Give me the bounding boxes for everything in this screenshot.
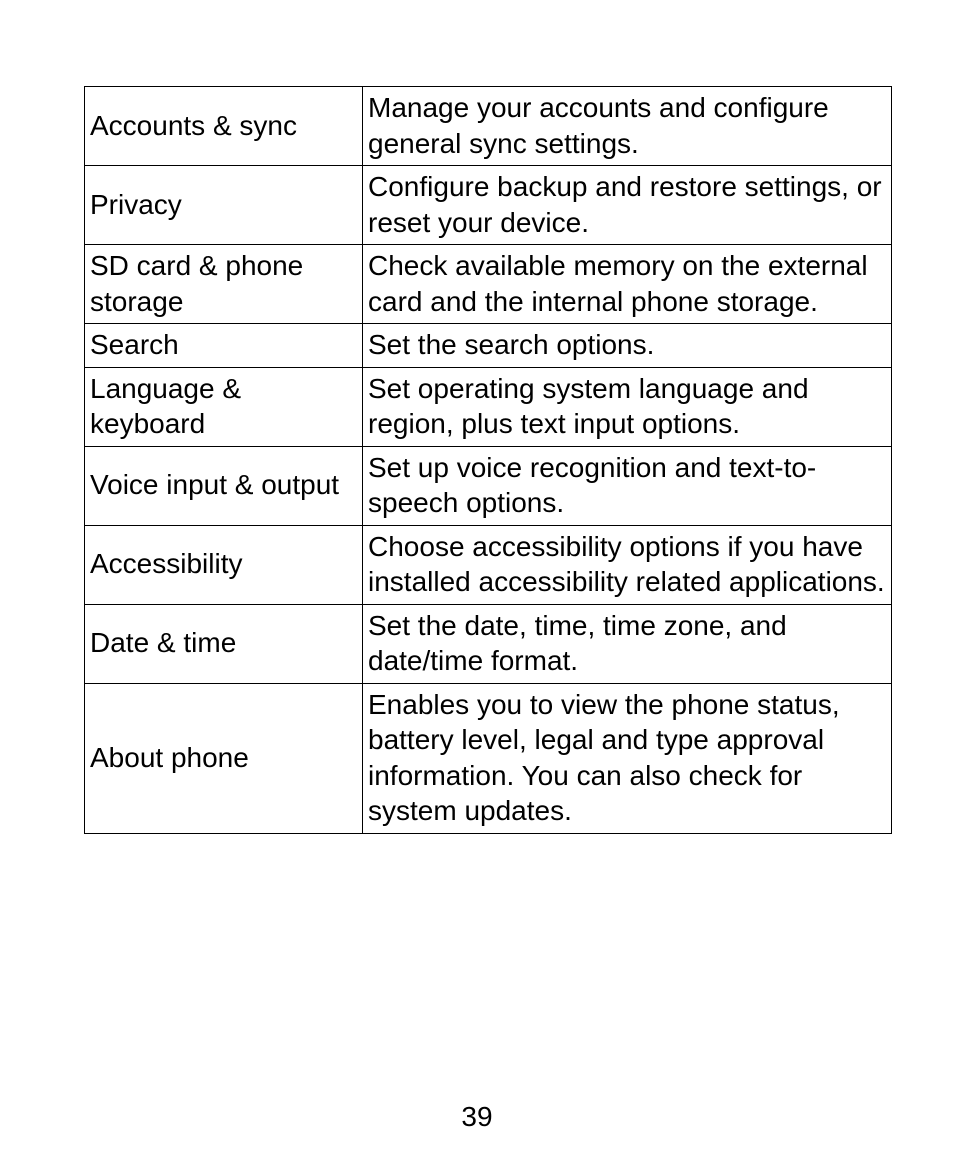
setting-name: Language & keyboard	[85, 367, 363, 446]
setting-description: Set up voice recognition and text-to-speech options.	[363, 446, 892, 525]
setting-name: Search	[85, 324, 363, 368]
setting-name: Voice input & output	[85, 446, 363, 525]
table-row	[85, 166, 892, 245]
setting-description: Configure backup and restore settings, or reset your device.	[363, 166, 892, 245]
page-number: 39	[461, 1101, 493, 1132]
settings-table	[84, 86, 892, 834]
setting-name: Accounts & sync	[85, 87, 363, 166]
setting-description: Set the search options.	[363, 324, 892, 368]
setting-description: Enables you to view the phone status, battery level, legal and type approval information. You can also check for system updates.	[363, 683, 892, 833]
setting-description: Set operating system language and region, plus text input options.	[363, 367, 892, 446]
table-row	[85, 324, 892, 368]
table-row	[85, 446, 892, 525]
settings-table-body	[85, 87, 892, 834]
table-row	[85, 525, 892, 604]
table-row	[85, 87, 892, 166]
setting-description: Manage your accounts and configure general sync settings.	[363, 87, 892, 166]
setting-name: SD card & phone storage	[85, 245, 363, 324]
setting-name: Date & time	[85, 604, 363, 683]
table-row	[85, 683, 892, 833]
setting-description: Check available memory on the external card and the internal phone storage.	[363, 245, 892, 324]
setting-description: Choose accessibility options if you have installed accessibility related applications.	[363, 525, 892, 604]
setting-name: About phone	[85, 683, 363, 833]
setting-description: Set the date, time, time zone, and date/time format.	[363, 604, 892, 683]
setting-name: Privacy	[85, 166, 363, 245]
table-row	[85, 245, 892, 324]
table-row	[85, 367, 892, 446]
table-row	[85, 604, 892, 683]
setting-name: Accessibility	[85, 525, 363, 604]
